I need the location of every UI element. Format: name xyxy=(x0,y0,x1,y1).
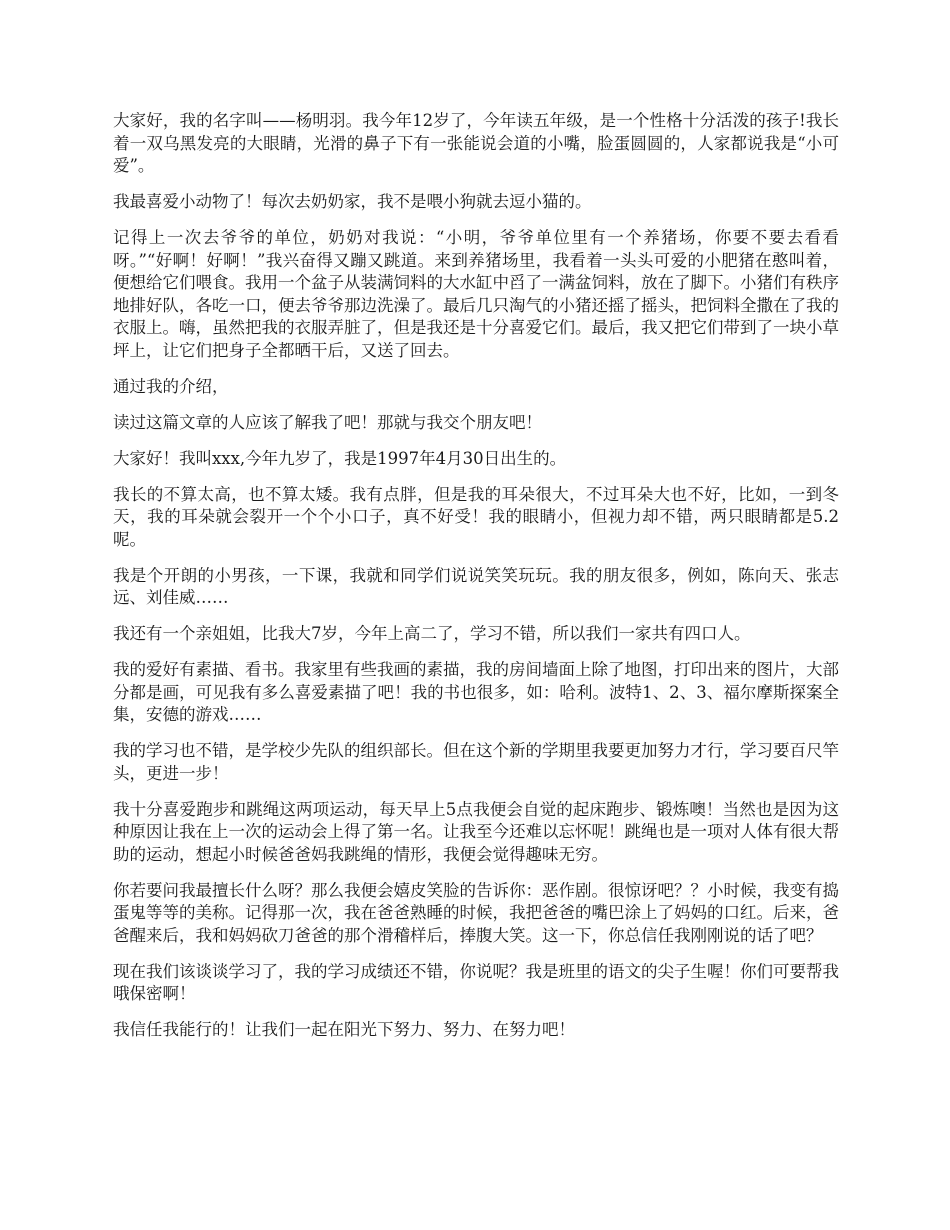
paragraph-appearance: 我长的不算太高，也不算太矮。我有点胖，但是我的耳朵很大，不过耳朵大也不好，比如，一到冬天，我的耳朵就会裂开一个个小口子，真不好受！我的眼睛小，但视力却不错，两只眼睛都是5.2呢。 xyxy=(113,484,839,549)
paragraph-intro: 大家好，我的名字叫——杨明羽。我今年12岁了，今年读五年级，是一个性格十分活泼的孩子!我长着一双乌黑发亮的大眼睛，光滑的鼻子下有一张能说会道的小嘴，脸蛋圆圆的，人家都说我是“小可爱”。 xyxy=(113,111,839,175)
paragraph-animals: 我最喜爱小动物了！每次去奶奶家，我不是喂小狗就去逗小猫的。 xyxy=(113,192,592,211)
paragraph-intro-end: 通过我的介绍， xyxy=(113,376,229,396)
paragraph-closing: 我信任我能行的！让我们一起在阳光下努力、努力、在努力吧！ xyxy=(113,1020,575,1039)
paragraph-sister: 我还有一个亲姐姐，比我大7岁，今年上高二了，学习不错，所以我们一家共有四口人。 xyxy=(113,624,751,643)
paragraph-pranks: 你若要问我最擅长什么呀？那么我便会嬉皮笑脸的告诉你：恶作剧。很惊讶吧？？小时候，我变有捣蛋鬼等等的美称。记得那一次，我在爸爸熟睡的时候，我把爸爸的嘴巴涂上了妈妈的口红。后来，爸爸醒来后，我和妈妈砍刀爸爸的那个滑稽样后，捧腹大笑。这一下，你总信任我刚刚说的话了吧？ xyxy=(113,880,839,945)
paragraph-learning: 现在我们该谈谈学习了，我的学习成绩还不错，你说呢？我是班里的语文的尖子生喔！你们可要帮我哦保密啊！ xyxy=(113,961,839,1003)
paragraph-pig-farm: 记得上一次去爷爷的单位，奶奶对我说：“小明，爷爷单位里有一个养猪场，你要不要去看看呀。”“好啊！好啊！”我兴奋得又蹦又跳道。来到养猪场里，我看着一头头可爱的小肥猪在憨叫着，便想给它们喂食。我用一个盆子从装满饲料的大水缸中舀了一满盆饲料，放在了脚下。小猪们有秩序地排好队，各吃一口，便去爷爷那边洗澡了。最后几只淘气的小猪还摇了摇头，把饲料全撒在了我的衣服上。嗨，虽然把我的衣服弄脏了，但是我还是十分喜爱它们。最后，我又把它们带到了一块小草坪上，让它们把身子全都晒干后，又送了回去。 xyxy=(113,228,839,360)
paragraph-sports: 我十分喜爱跑步和跳绳这两项运动，每天早上5点我便会自觉的起床跑步、锻炼噢！当然也是因为这种原因让我在上一次的运动会上得了第一名。让我至今还难以忘怀呢！跳绳也是一项对人体有很大帮助的运动，想起小时候爸爸妈我跳绳的情形，我便会觉得趣味无穷。 xyxy=(113,799,839,864)
paragraph-make-friends: 读过这篇文章的人应该了解我了吧！那就与我交个朋友吧！ xyxy=(113,412,542,432)
paragraph-second-intro: 大家好！我叫xxx,今年九岁了，我是1997年4月30日出生的。 xyxy=(113,448,567,468)
paragraph-hobbies: 我的爱好有素描、看书。我家里有些我画的素描，我的房间墙面上除了地图，打印出来的图片，大部分都是画，可见我有多么喜爱素描了吧！我的书也很多，如：哈利。波特1、2、3、福尔摩斯探案全集，安德的游戏…… xyxy=(113,660,839,724)
paragraph-friends: 我是个开朗的小男孩，一下课，我就和同学们说说笑笑玩玩。我的朋友很多，例如，陈向天、张志远、刘佳威…… xyxy=(113,565,839,607)
paragraph-study: 我的学习也不错，是学校少先队的组织部长。但在这个新的学期里我要更加努力才行，学习要百尺竿头，更进一步！ xyxy=(113,741,839,783)
document-page xyxy=(113,110,839,1055)
